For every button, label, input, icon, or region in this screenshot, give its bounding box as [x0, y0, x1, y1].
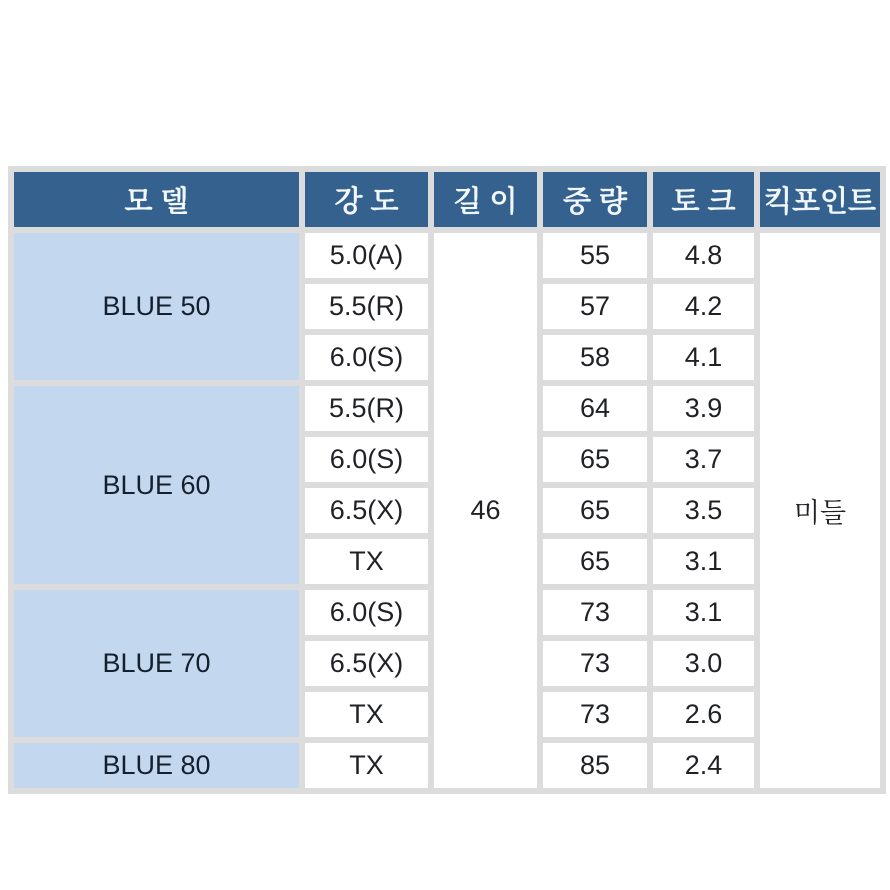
cell-torque: 3.5: [650, 485, 757, 536]
cell-torque: 4.8: [650, 230, 757, 281]
header-cell-kickpoint: 킥포인트: [757, 169, 883, 230]
cell-stiffness: 6.0(S): [302, 434, 431, 485]
cell-stiffness: TX: [302, 740, 431, 791]
cell-torque: 2.4: [650, 740, 757, 791]
cell-weight: 73: [540, 587, 650, 638]
cell-weight: 55: [540, 230, 650, 281]
cell-weight: 58: [540, 332, 650, 383]
cell-weight: 65: [540, 434, 650, 485]
cell-torque: 3.0: [650, 638, 757, 689]
cell-stiffness: 6.5(X): [302, 485, 431, 536]
cell-torque: 3.1: [650, 587, 757, 638]
cell-model-blue70: BLUE 70: [11, 587, 302, 740]
cell-weight: 65: [540, 485, 650, 536]
cell-model-blue80: BLUE 80: [11, 740, 302, 791]
header-cell-torque: 토 크: [650, 169, 757, 230]
cell-torque: 3.7: [650, 434, 757, 485]
cell-stiffness: TX: [302, 536, 431, 587]
cell-weight: 85: [540, 740, 650, 791]
cell-length-merged: 46: [431, 230, 540, 791]
cell-stiffness: TX: [302, 689, 431, 740]
header-cell-model: 모 델: [11, 169, 302, 230]
cell-weight: 57: [540, 281, 650, 332]
cell-stiffness: 5.5(R): [302, 383, 431, 434]
header-cell-length: 길 이: [431, 169, 540, 230]
cell-torque: 3.9: [650, 383, 757, 434]
cell-weight: 64: [540, 383, 650, 434]
shaft-spec-table-wrap: [8, 166, 886, 794]
cell-stiffness: 6.0(S): [302, 587, 431, 638]
cell-stiffness: 5.5(R): [302, 281, 431, 332]
header-row: [11, 169, 883, 230]
cell-kickpoint-merged: 미들: [757, 230, 883, 791]
table-body: [11, 230, 883, 791]
cell-torque: 3.1: [650, 536, 757, 587]
table-row: [11, 230, 883, 281]
cell-model-blue60: BLUE 60: [11, 383, 302, 587]
cell-weight: 65: [540, 536, 650, 587]
cell-stiffness: 6.0(S): [302, 332, 431, 383]
cell-torque: 4.1: [650, 332, 757, 383]
cell-stiffness: 5.0(A): [302, 230, 431, 281]
cell-weight: 73: [540, 638, 650, 689]
cell-model-blue50: BLUE 50: [11, 230, 302, 383]
header-cell-weight: 중 량: [540, 169, 650, 230]
cell-weight: 73: [540, 689, 650, 740]
cell-torque: 2.6: [650, 689, 757, 740]
table-header: [11, 169, 883, 230]
header-cell-stiffness: 강 도: [302, 169, 431, 230]
shaft-spec-table: [8, 166, 886, 794]
cell-torque: 4.2: [650, 281, 757, 332]
cell-stiffness: 6.5(X): [302, 638, 431, 689]
